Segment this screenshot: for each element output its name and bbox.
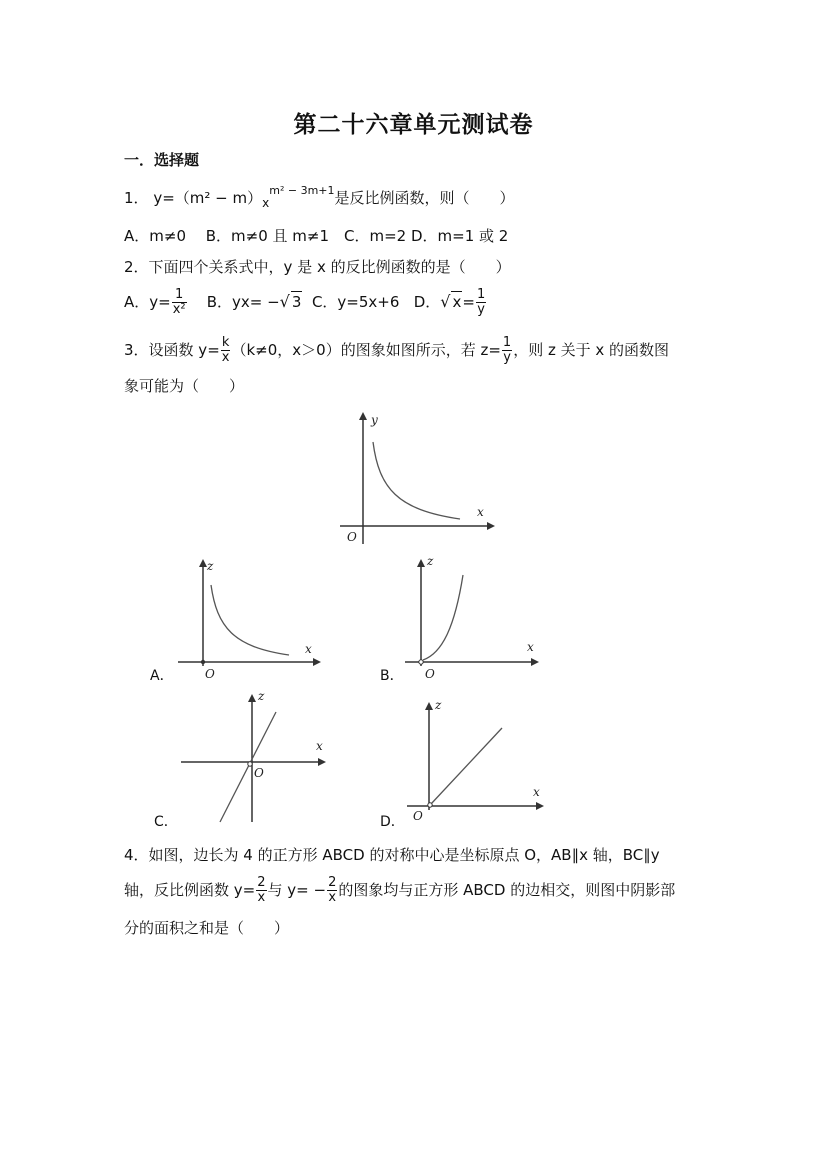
q2-stem: 2．下面四个关系式中，y 是 x 的反比例函数的是（ ） [124, 258, 511, 276]
graph-d-line [431, 728, 502, 804]
q4-f1-numerator: 2 [257, 875, 266, 890]
main-origin-label: O [347, 530, 357, 544]
graph-a-x-label: x [305, 642, 312, 656]
graph-b-label: B． [380, 668, 404, 684]
q4-line-2 [124, 876, 675, 905]
q2-option-c: C．y=5x+6 [311, 293, 400, 311]
q3-line-2: 象可能为（ ） [124, 377, 245, 395]
q2-a-numerator: 1 [172, 288, 187, 303]
q3-part-1: 3．设函数 y= [124, 341, 220, 359]
question-1 [124, 184, 515, 210]
q2-a-denominator: x² [172, 302, 186, 317]
graph-b-x-arrow-icon [531, 658, 539, 666]
graph-c-origin-label: O [254, 766, 264, 780]
main-y-label: y [371, 413, 378, 427]
q1-number: 1． [124, 189, 149, 207]
graph-a-z-arrow-icon [199, 559, 207, 567]
q4-part-c: 的图象均与正方形 ABCD 的边相交，则图中阴影部 [338, 881, 676, 899]
q1-tail: 是反比例函数，则（ ） [334, 189, 515, 207]
q2-d-equals: = [462, 293, 475, 311]
graph-c-origin-circle [248, 762, 252, 766]
graph-a-label: A． [150, 668, 174, 684]
q2-d-denominator: y [477, 302, 485, 317]
graph-a-curve [211, 585, 289, 655]
q3-part-3: ，则 z 关于 x 的函数图 [513, 341, 670, 359]
graph-a [175, 553, 325, 683]
q4-line-1: 4．如图，边长为 4 的正方形 ABCD 的对称中心是坐标原点 O，AB∥x 轴，BC∥y [124, 846, 660, 864]
q4-f2-denominator: x [328, 890, 337, 905]
q2-d-radicand: x [452, 293, 462, 311]
q3-k-numerator: k [221, 335, 230, 350]
graph-c-x-arrow-icon [318, 758, 326, 766]
q4-f1-denominator: x [257, 890, 266, 905]
q3-line-1 [124, 336, 669, 365]
graph-c-x-label: x [316, 739, 323, 753]
graph-b-z-label: z [427, 554, 434, 568]
graph-b-z-arrow-icon [417, 559, 425, 567]
main-hyperbola-curve [373, 442, 460, 519]
q1-exponent: m² − 3m+1 [269, 184, 335, 197]
graph-a-origin-label: O [205, 667, 215, 681]
graph-c-z-arrow-icon [248, 694, 256, 702]
graph-b-x-label: x [527, 640, 534, 654]
q2-b-radicand: 3 [291, 293, 302, 311]
graph-b-origin-circle [419, 660, 423, 664]
q2-option-a-label: A．y= [124, 293, 171, 311]
main-y-arrow-icon [359, 412, 367, 420]
section-heading: 一．选择题 [124, 151, 200, 169]
graph-d-origin-circle [428, 803, 432, 807]
graph-d [405, 696, 550, 824]
q2-option-a-fraction [172, 288, 187, 317]
graph-a-origin-dot [201, 660, 205, 664]
q1-lead: y=（m² − m） [153, 189, 263, 207]
q4-f2-numerator: 2 [328, 875, 337, 890]
graph-c [178, 688, 330, 826]
q4-line-3: 分的面积之和是（ ） [124, 919, 290, 937]
q3-k-over-x [221, 336, 231, 365]
q2-option-d-fraction [476, 288, 486, 317]
q3-one-over-y [502, 336, 512, 365]
main-x-arrow-icon [487, 522, 495, 530]
graph-d-origin-label: O [413, 809, 423, 823]
q3-z-numerator: 1 [502, 335, 512, 350]
q2-option-b: B．yx= − [206, 293, 280, 311]
q2-option-d-label: D． [413, 293, 441, 311]
q3-part-2: （k≠0，x＞0）的图象如图所示，若 z= [231, 341, 501, 359]
q4-part-a: 轴，反比例函数 y= [124, 881, 256, 899]
graph-c-line [220, 712, 276, 822]
graph-d-z-label: z [435, 698, 442, 712]
q2-d-numerator: 1 [476, 287, 486, 302]
q1-base: x [262, 196, 270, 210]
q3-k-denominator: x [221, 350, 230, 365]
q4-fraction-1 [256, 876, 266, 905]
graph-b [403, 553, 543, 683]
graph-c-label: C． [154, 814, 178, 830]
q4-fraction-2 [327, 876, 337, 905]
graph-d-label: D． [380, 814, 405, 830]
graph-a-x-arrow-icon [313, 658, 321, 666]
sqrt-icon: √ [279, 292, 290, 311]
q3-z-denominator: y [503, 350, 511, 365]
q2-options [124, 288, 487, 317]
page-title: 第二十六章单元测试卷 [293, 111, 534, 138]
graph-d-x-arrow-icon [536, 802, 544, 810]
graph-b-curve [423, 575, 463, 660]
graph-c-z-label: z [258, 689, 265, 703]
main-x-label: x [477, 505, 484, 519]
q1-options: A．m≠0 B．m≠0 且 m≠1 C．m=2 D．m=1 或 2 [124, 227, 509, 245]
q4-part-b: 与 y= − [267, 881, 327, 899]
main-graph [335, 408, 500, 548]
graph-d-x-label: x [533, 785, 540, 799]
graph-b-origin-label: O [425, 667, 435, 681]
graph-a-z-label: z [207, 559, 214, 573]
sqrt-icon: √ [440, 292, 451, 311]
graph-d-z-arrow-icon [425, 702, 433, 710]
